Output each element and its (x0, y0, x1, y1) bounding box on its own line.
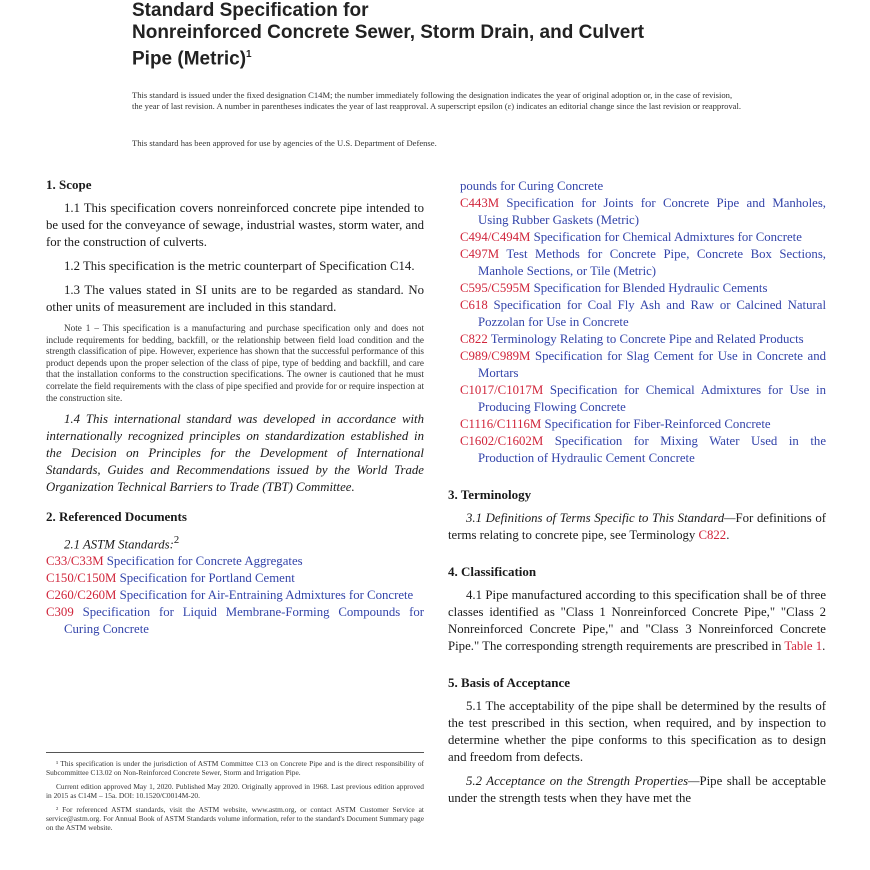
reference-item (448, 382, 826, 416)
reference-code-link[interactable]: C33/C33M (46, 554, 104, 569)
reference-item (46, 587, 424, 604)
paragraph-4-1: 4.1 Pipe manufactured according to this specification shall be of three classes identified as "Class 1 Nonreinforced Concrete Pipe," "Class 2 Nonreinforced Concrete Pipe," and "Class 3 Nonreinforced Concrete Pipe." The corresponding strength requirements are prescribed in Table 1. (448, 588, 826, 653)
reference-item (448, 433, 826, 467)
reference-code-link[interactable]: C1116/C1116M (460, 417, 542, 431)
designation-notice: This standard is issued under the fixed designation C14M; the number immediately following the designation indicates the year of original adoption or, in the case of revision, the year of last revision. A number in parentheses indicates the year of last reapproval. A superscript epsilon (ε) indicates an editorial change since the last revision or reapproval. (132, 90, 742, 111)
reference-item (448, 246, 826, 280)
reference-continuation: pounds for Curing Concrete (460, 179, 604, 193)
title-line-3: Pipe (Metric) (132, 48, 247, 70)
reference-title-link[interactable]: Specification for Chemical Admixtures for Use in Producing Flowing Concrete (478, 383, 826, 414)
reference-code-link[interactable]: C150/C150M (46, 571, 117, 586)
footnote-2: ² For referenced ASTM standards, visit the ASTM website, www.astm.org, or contact ASTM Customer Service at service@astm.org. For Annual Book of ASTM Standards volume information, refer to the standard's Document Summary page on the ASTM website. (46, 804, 424, 833)
reference-code-link[interactable]: C822 (460, 332, 488, 346)
reference-code-link[interactable]: C309 (46, 605, 74, 620)
reference-code-link[interactable]: C443M (460, 196, 500, 210)
paragraph-1-3: 1.3 The values stated in SI units are to be regarded as standard. No other units of measurement are included in this standard. (46, 283, 424, 314)
reference-title-link[interactable]: Specification for Slag Cement for Use in Concrete and Mortars (478, 349, 826, 380)
paragraph-2-1: 2.1 ASTM Standards:$^2$ (64, 535, 180, 552)
reference-title-link[interactable]: Specification for Chemical Admixtures for Concrete (530, 230, 802, 244)
section-1-heading: 1. Scope (46, 177, 92, 192)
reference-item (46, 604, 424, 637)
reference-item (448, 297, 826, 331)
reference-title-link[interactable]: Specification for Air-Entraining Admixtures for Concrete (116, 588, 414, 603)
reference-list-left (46, 553, 424, 637)
paragraph-1-4: 1.4 This international standard was developed in accordance with internationally recognized principles on standardization established in the Decision on Principles for the Development of International Standards, Guides and Recommendations issued by the World Trade Organization Technical Barriers to Trade (TBT) Committee. (46, 412, 424, 495)
reference-item (448, 229, 826, 246)
reference-code-link[interactable]: C989/C989M (460, 349, 531, 363)
reference-title-link[interactable]: Terminology Relating to Concrete Pipe and Related Products (487, 332, 804, 346)
reference-title-link[interactable]: Specification for Coal Fly Ash and Raw or Calcined Natural Pozzolan for Use in Concrete (478, 298, 826, 329)
reference-title-link[interactable]: Specification for Blended Hydraulic Cements (530, 281, 768, 295)
reference-item (46, 570, 424, 587)
reference-title-link[interactable]: Specification for Liquid Membrane-Forming Compounds for Curing Concrete (64, 605, 424, 637)
left-column (46, 176, 424, 637)
table-1-link[interactable]: Table 1 (784, 639, 823, 653)
paragraph-5-1: 5.1 The acceptability of the pipe shall be determined by the results of the test prescribed in this section, when required, and by inspection to determine whether the pipe conforms to this specification as to design and freedom from defects. (448, 699, 826, 764)
reference-item (448, 348, 826, 382)
title-line-1: Standard Specification for (132, 0, 369, 21)
section-2-heading: 2. Referenced Documents (46, 509, 187, 525)
reference-title-link[interactable]: Specification for Mixing Water Used in the Production of Hydraulic Cement Concrete (478, 434, 826, 465)
note-1: Note 1 – This specification is a manufacturing and purchase specification only and does not include requirements for bedding, backfill, or the relationship between field load condition and the strength classification of pipe. However, experience has shown that the successful performance of this product depends upon the proper selection of the class of pipe, type of bedding and backfill, and care that the installation conforms to the construction specifications. The owner is cautioned that he must correlate the field requirements with the class of pipe specified and provide for or require inspection at the construction site. (46, 323, 424, 403)
paragraph-5-2: 5.2 Acceptance on the Strength Properties—Pipe shall be acceptable under the strength tests when they have met the (448, 774, 826, 805)
reference-code-link[interactable]: C497M (460, 247, 500, 261)
reference-item (448, 195, 826, 229)
reference-title-link[interactable]: Test Methods for Concrete Pipe, Concrete Box Sections, Manhole Sections, or Tile (Metric) (478, 247, 826, 278)
reference-item (448, 416, 826, 433)
reference-item (448, 280, 826, 297)
reference-code-link[interactable]: C1602/C1602M (460, 434, 544, 448)
title-line-2: Nonreinforced Concrete Sewer, Storm Drain, and Culvert (132, 22, 645, 43)
section-3-heading: 3. Terminology (448, 487, 532, 502)
footnote-1: ¹ This specification is under the jurisdiction of ASTM Committee C13 on Concrete Pipe and is the direct responsibility of Subcommittee C13.02 on Non-Reinforced Concrete Sewer, Storm and Irrigation Pipe. (46, 759, 424, 778)
paragraph-1-2: 1.2 This specification is the metric counterpart of Specification C14. (64, 259, 415, 273)
right-column (448, 178, 826, 807)
section-4-heading: 4. Classification (448, 564, 537, 579)
reference-title-link[interactable]: Specification for Joints for Concrete Pipe and Manholes, Using Rubber Gaskets (Metric) (478, 196, 826, 227)
reference-code-link[interactable]: C595/C595M (460, 281, 531, 295)
terminology-c822-link[interactable]: C822 (698, 528, 727, 542)
dod-approval-notice: This standard has been approved for use by agencies of the U.S. Department of Defense. (132, 138, 437, 148)
section-5-heading: 5. Basis of Acceptance (448, 675, 571, 690)
footnotes (46, 752, 424, 837)
reference-code-link[interactable]: C494/C494M (460, 230, 531, 244)
footnote-1-edition: Current edition approved May 1, 2020. Published May 2020. Originally approved in 1968. Last previous edition approved in 2015 as C14M – 15a. DOI: 10.1520/C0014M-20. (46, 781, 424, 801)
reference-item (448, 331, 826, 348)
document-title (132, 0, 644, 70)
paragraph-3-1: 3.1 Definitions of Terms Specific to This Standard—For definitions of terms relating to concrete pipe, see Terminology C822. (448, 511, 826, 542)
reference-title-link[interactable]: Specification for Portland Cement (116, 571, 295, 586)
reference-code-link[interactable]: C618 (460, 298, 488, 312)
paragraph-1-1: 1.1 This specification covers nonreinforced concrete pipe intended to be used for the conveyance of sewage, industrial wastes, storm water, and for the construction of culverts. (46, 201, 424, 249)
reference-title-link[interactable]: Specification for Concrete Aggregates (103, 554, 303, 569)
title-footnote-mark: 1 (246, 49, 252, 60)
reference-item (46, 553, 424, 570)
reference-code-link[interactable]: C260/C260M (46, 588, 117, 603)
reference-code-link[interactable]: C1017/C1017M (460, 383, 544, 397)
reference-title-link[interactable]: Specification for Fiber-Reinforced Concrete (541, 417, 771, 431)
